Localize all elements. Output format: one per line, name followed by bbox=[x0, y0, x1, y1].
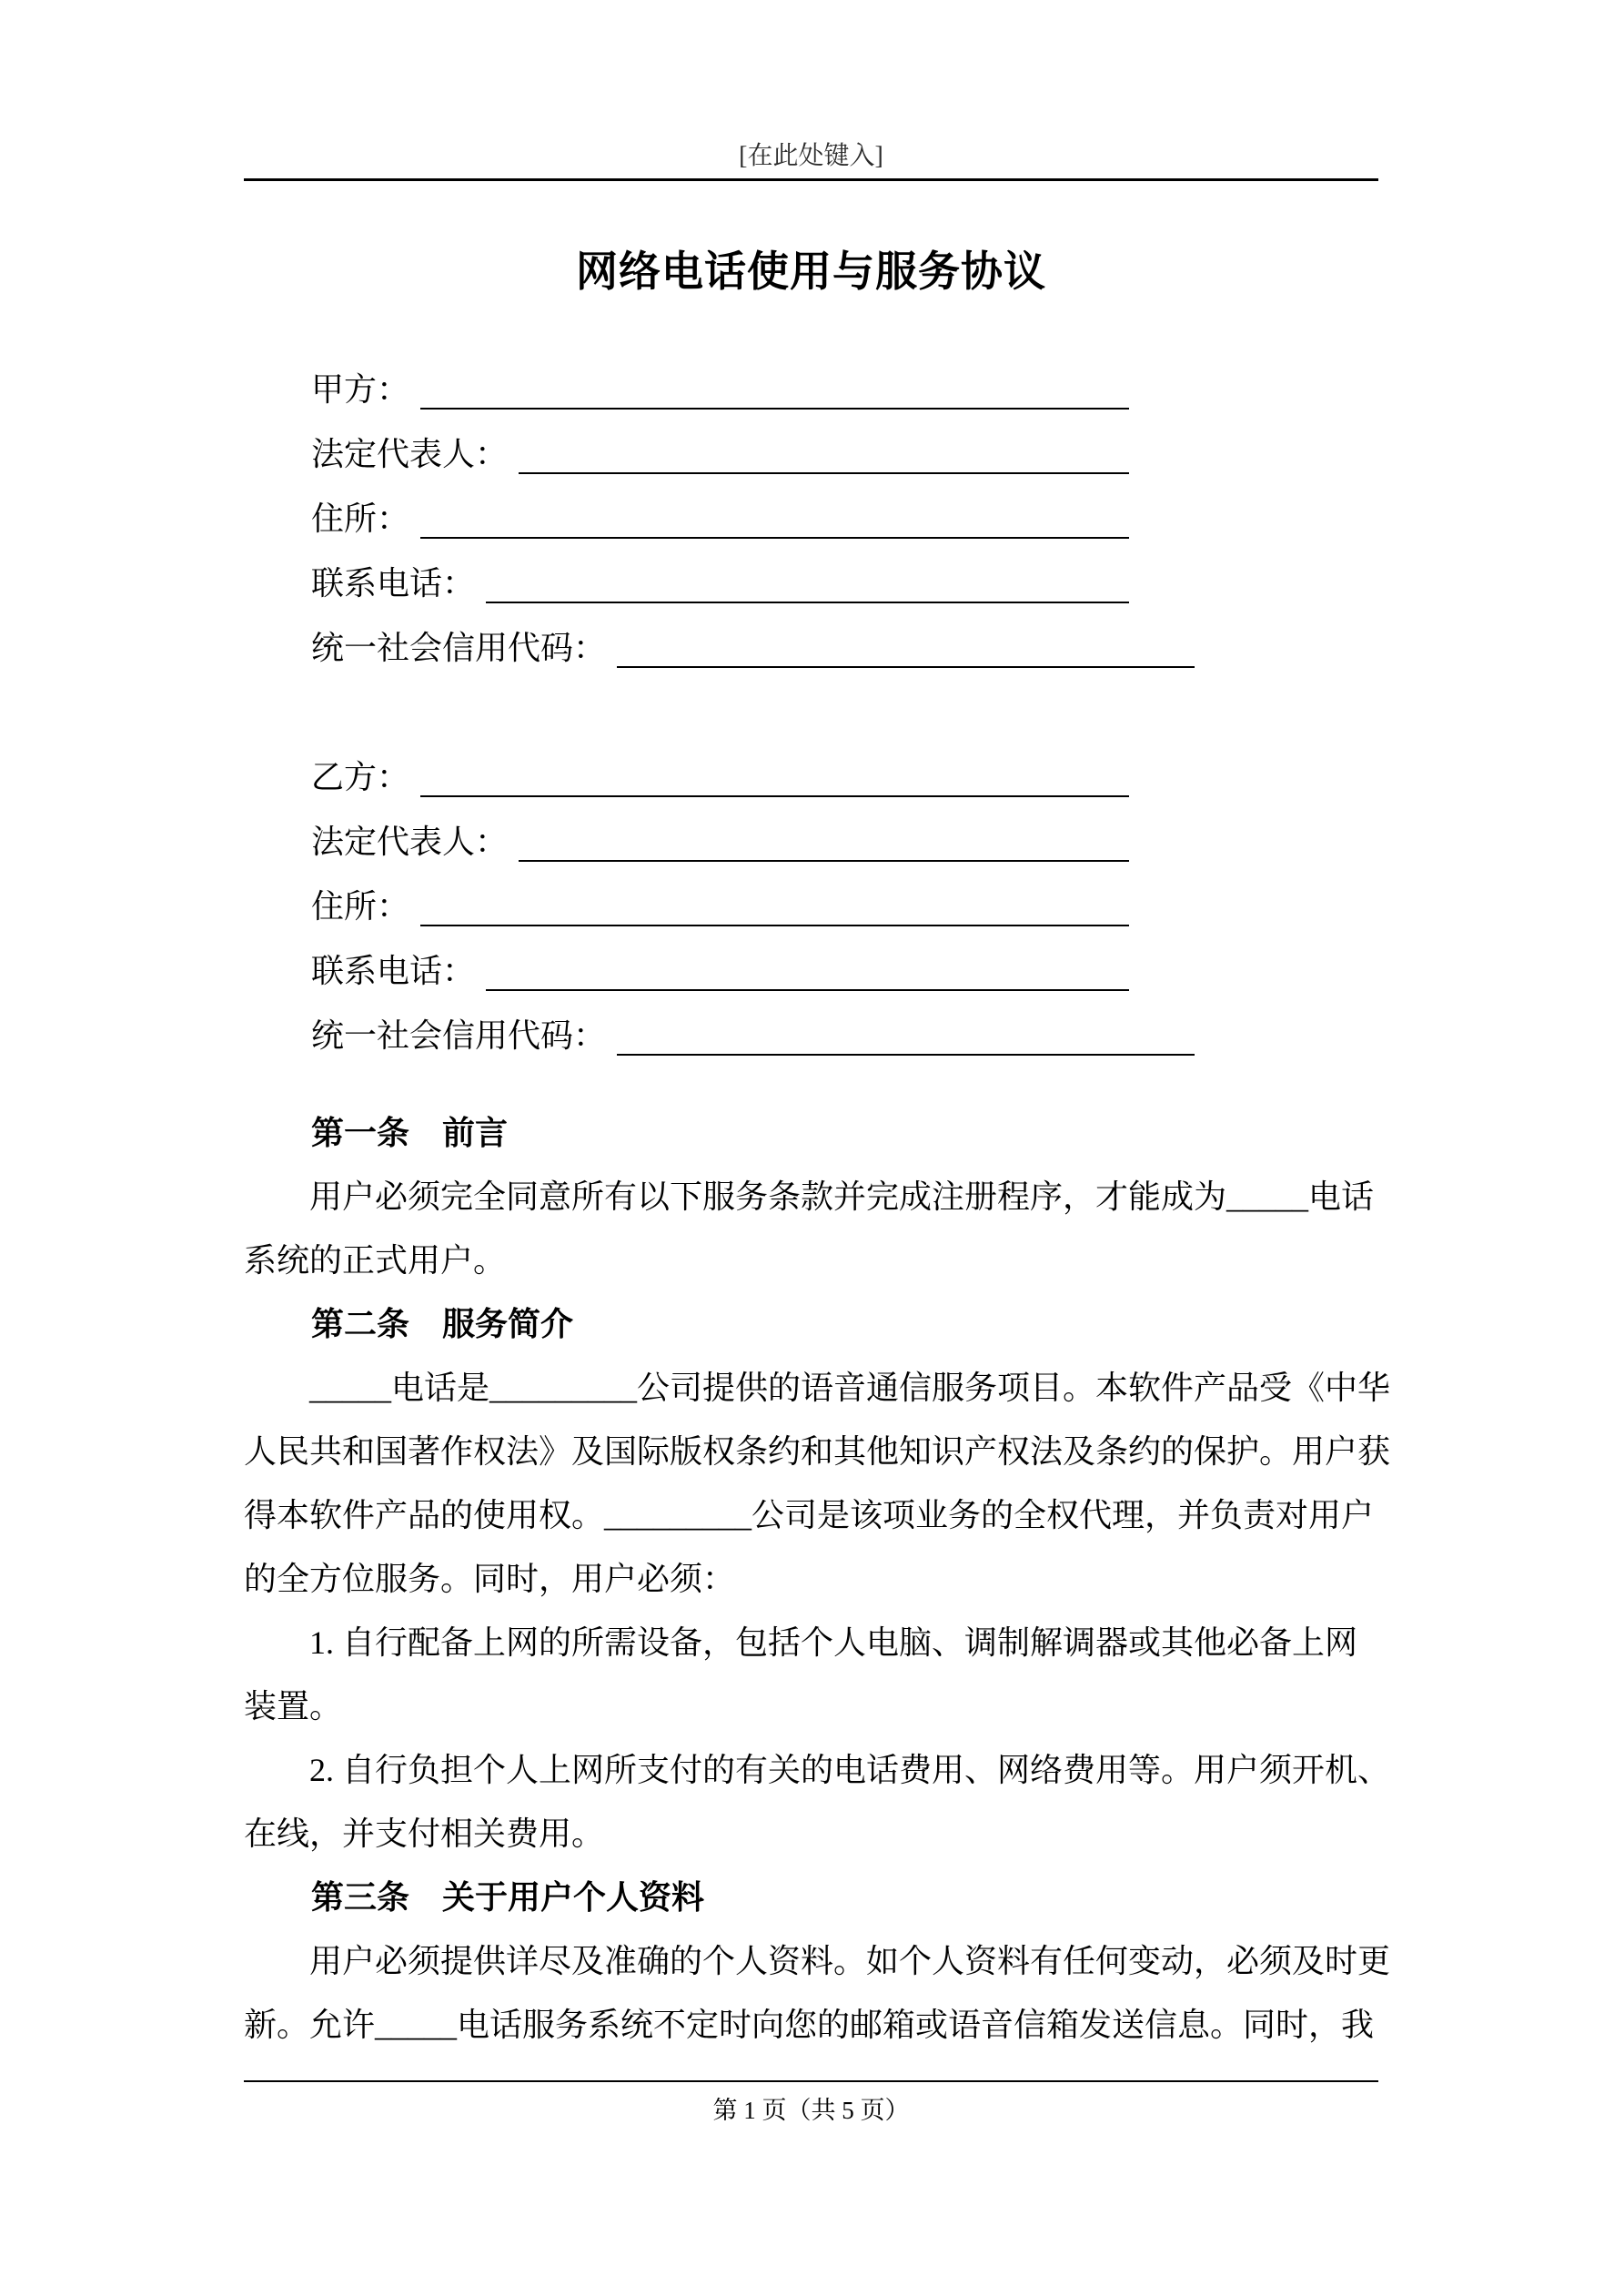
form-field-label: 住所： bbox=[311, 501, 410, 537]
form-field-blank-line[interactable] bbox=[617, 1016, 1195, 1056]
form-field-blank-line[interactable] bbox=[486, 951, 1129, 991]
article-heading: 第三条 关于用户个人资料 bbox=[311, 1878, 705, 1916]
header-placeholder[interactable]: [在此处键入] bbox=[739, 142, 883, 170]
form-field-blank-line[interactable] bbox=[486, 563, 1129, 603]
header-rule bbox=[244, 178, 1378, 181]
body-text-line: _____电话是_________公司提供的语音通信服务项目。本软件产品受《中华 bbox=[309, 1370, 1391, 1406]
party-a-fields bbox=[244, 369, 1378, 693]
form-field-row bbox=[311, 1016, 1195, 1080]
body-text-line: 用户必须完全同意所有以下服务条款并完成注册程序，才能成为_____电话 bbox=[309, 1178, 1375, 1215]
page-title: 网络电话使用与服务协议 bbox=[576, 248, 1046, 295]
form-field-blank-line[interactable] bbox=[420, 499, 1129, 539]
form-field-row bbox=[311, 757, 1129, 822]
body-text-line: 的全方位服务。同时，用户必须： bbox=[244, 1561, 736, 1597]
form-field-row bbox=[311, 822, 1129, 886]
form-field-blank-line[interactable] bbox=[519, 822, 1129, 862]
form-field-row bbox=[311, 563, 1129, 628]
body-text-line: 2. 自行负担个人上网所支付的有关的电话费用、网络费用等。用户须开机、 bbox=[309, 1752, 1391, 1788]
form-field-blank-line[interactable] bbox=[420, 757, 1129, 797]
body-text-line: 人民共和国著作权法》及国际版权条约和其他知识产权法及条约的保护。用户获 bbox=[244, 1433, 1391, 1470]
party-b-fields bbox=[244, 757, 1378, 1080]
form-field-row bbox=[311, 951, 1129, 1016]
form-field-blank-line[interactable] bbox=[420, 369, 1129, 410]
form-field-row bbox=[311, 886, 1129, 951]
body-text-line: 用户必须提供详尽及准确的个人资料。如个人资料有任何变动，必须及时更 bbox=[309, 1943, 1391, 1979]
form-field-row bbox=[311, 369, 1129, 434]
body-text-line: 新。允许_____电话服务系统不定时向您的邮箱或语音信箱发送信息。同时，我 bbox=[244, 2007, 1375, 2043]
form-field-label: 联系电话： bbox=[311, 565, 476, 602]
form-field-label: 住所： bbox=[311, 888, 410, 925]
party-gap bbox=[244, 693, 1378, 757]
form-field-label: 法定代表人： bbox=[311, 824, 509, 860]
form-field-label: 联系电话： bbox=[311, 953, 476, 989]
form-field-row bbox=[311, 499, 1129, 563]
form-field-blank-line[interactable] bbox=[420, 886, 1129, 926]
form-field-label: 统一社会信用代码： bbox=[311, 630, 607, 666]
body-text-line: 装置。 bbox=[244, 1688, 343, 1725]
form-field-blank-line[interactable] bbox=[519, 434, 1129, 474]
form-field-label: 法定代表人： bbox=[311, 436, 509, 472]
body-text-line: 在线，并支付相关费用。 bbox=[244, 1816, 605, 1852]
form-field-blank-line[interactable] bbox=[617, 628, 1195, 668]
body-text-line: 1. 自行配备上网的所需设备，包括个人电脑、调制解调器或其他必备上网 bbox=[309, 1624, 1358, 1661]
agreement-body bbox=[244, 1108, 1391, 2064]
footer-rule bbox=[244, 2080, 1378, 2082]
contract-parties-form bbox=[244, 369, 1378, 1080]
form-field-label: 甲方： bbox=[311, 371, 410, 408]
form-field-label: 乙方： bbox=[311, 759, 410, 795]
page-number: 第 1 页（共 5 页） bbox=[712, 2097, 910, 2124]
page-footer bbox=[244, 2080, 1378, 2296]
form-field-label: 统一社会信用代码： bbox=[311, 1017, 607, 1054]
form-field-row bbox=[311, 628, 1195, 693]
form-field-row bbox=[311, 434, 1129, 499]
body-text-line: 系统的正式用户。 bbox=[244, 1242, 507, 1279]
article-heading: 第二条 服务简介 bbox=[311, 1305, 574, 1342]
body-text-line: 得本软件产品的使用权。_________公司是该项业务的全权代理，并负责对用户 bbox=[244, 1497, 1375, 1533]
article-heading: 第一条 前言 bbox=[311, 1114, 509, 1151]
